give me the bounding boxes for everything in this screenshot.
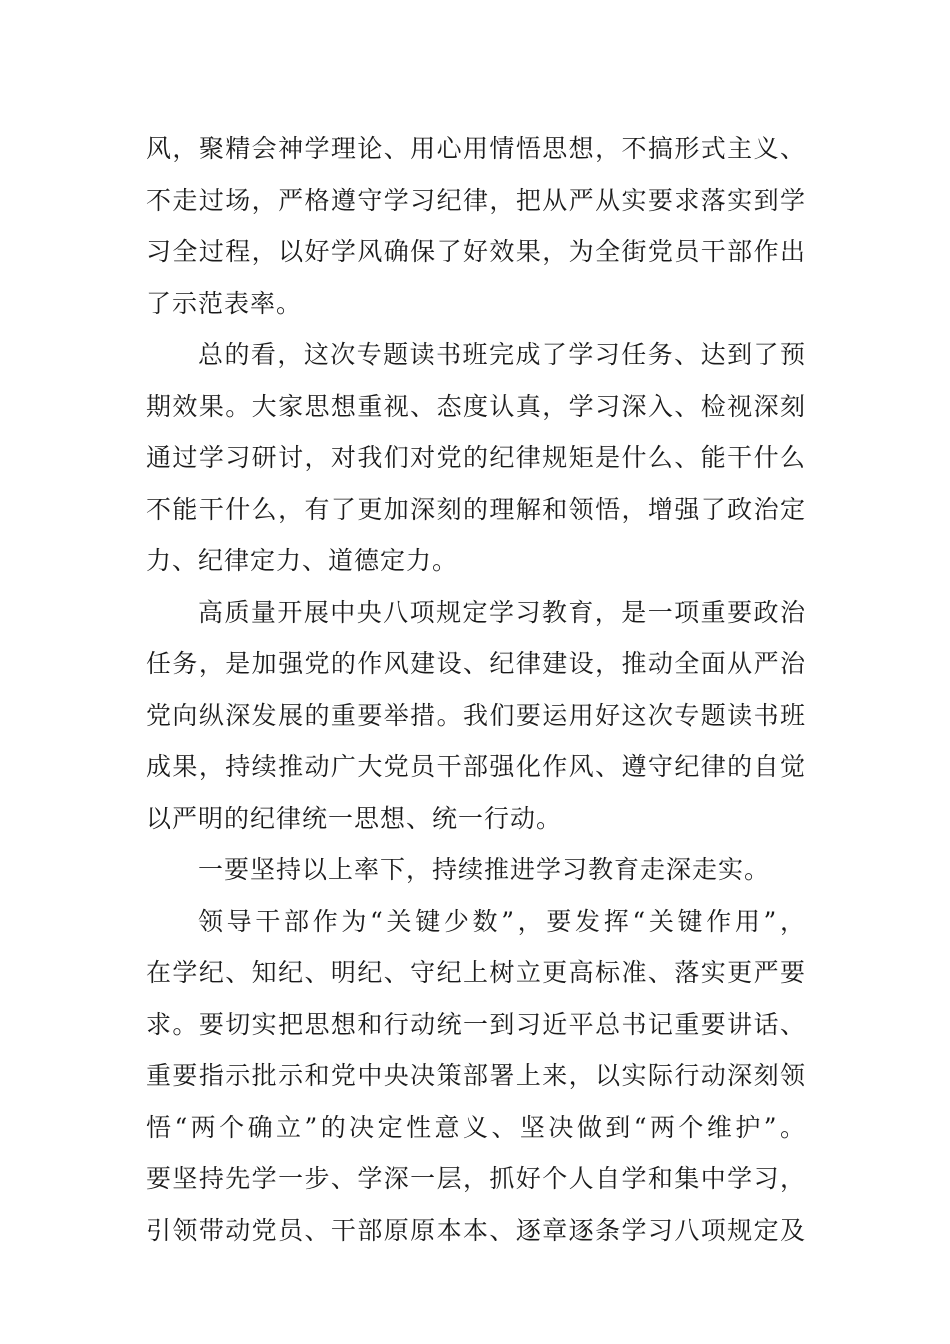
text-line: 成果，持续推动广大党员干部强化作风、遵守纪律的自觉 (146, 752, 806, 781)
paragraph-first-line: 总的看，这次专题读书班完成了学习任务、达到了预 (198, 340, 806, 369)
text-line: 力、纪律定力、道德定力。 (146, 546, 459, 575)
text-line: 习全过程，以好学风确保了好效果，为全街党员干部作出 (146, 237, 806, 266)
text-line: 风，聚精会神学理论、用心用情悟思想，不搞形式主义、 (146, 134, 806, 163)
text-line: 引领带动党员、干部原原本本、逐章逐条学习八项规定及 (146, 1215, 806, 1245)
paragraph-first-line: 高质量开展中央八项规定学习教育，是一项重要政治 (198, 597, 806, 627)
text-line: 要坚持先学一步、学深一层，抓好个人自学和集中学习， (146, 1164, 806, 1193)
paragraph-first-line: 领导干部作为“关键少数”，要发挥“关键作用”， (198, 906, 806, 936)
text-line: 通过学习研讨，对我们对党的纪律规矩是什么、能干什么 (146, 443, 806, 472)
text-line: 重要指示批示和党中央决策部署上来，以实际行动深刻领 (146, 1061, 806, 1090)
text-line: 任务，是加强党的作风建设、纪律建设，推动全面从严治 (146, 649, 806, 678)
text-line: 求。要切实把思想和行动统一到习近平总书记重要讲话、 (146, 1009, 806, 1039)
text-line: 在学纪、知纪、明纪、守纪上树立更高标准、落实更严要 (146, 958, 806, 987)
text-line: 期效果。大家思想重视、态度认真，学习深入、检视深刻 (146, 391, 806, 421)
text-line: 不走过场，严格遵守学习纪律，把从严从实要求落实到学 (146, 185, 806, 215)
document-body (146, 123, 806, 1256)
text-line: 党向纵深发展的重要举措。我们要运用好这次专题读书班 (146, 700, 806, 730)
text-line: 不能干什么，有了更加深刻的理解和领悟，增强了政治定 (146, 494, 806, 524)
text-line: 悟“两个确立”的决定性意义、坚决做到“两个维护”。 (146, 1112, 806, 1142)
section-heading: 一要坚持以上率下，持续推进学习教育走深走实。 (198, 855, 771, 884)
text-line: 以严明的纪律统一思想、统一行动。 (146, 803, 563, 833)
text-line: 了示范表率。 (146, 288, 303, 318)
